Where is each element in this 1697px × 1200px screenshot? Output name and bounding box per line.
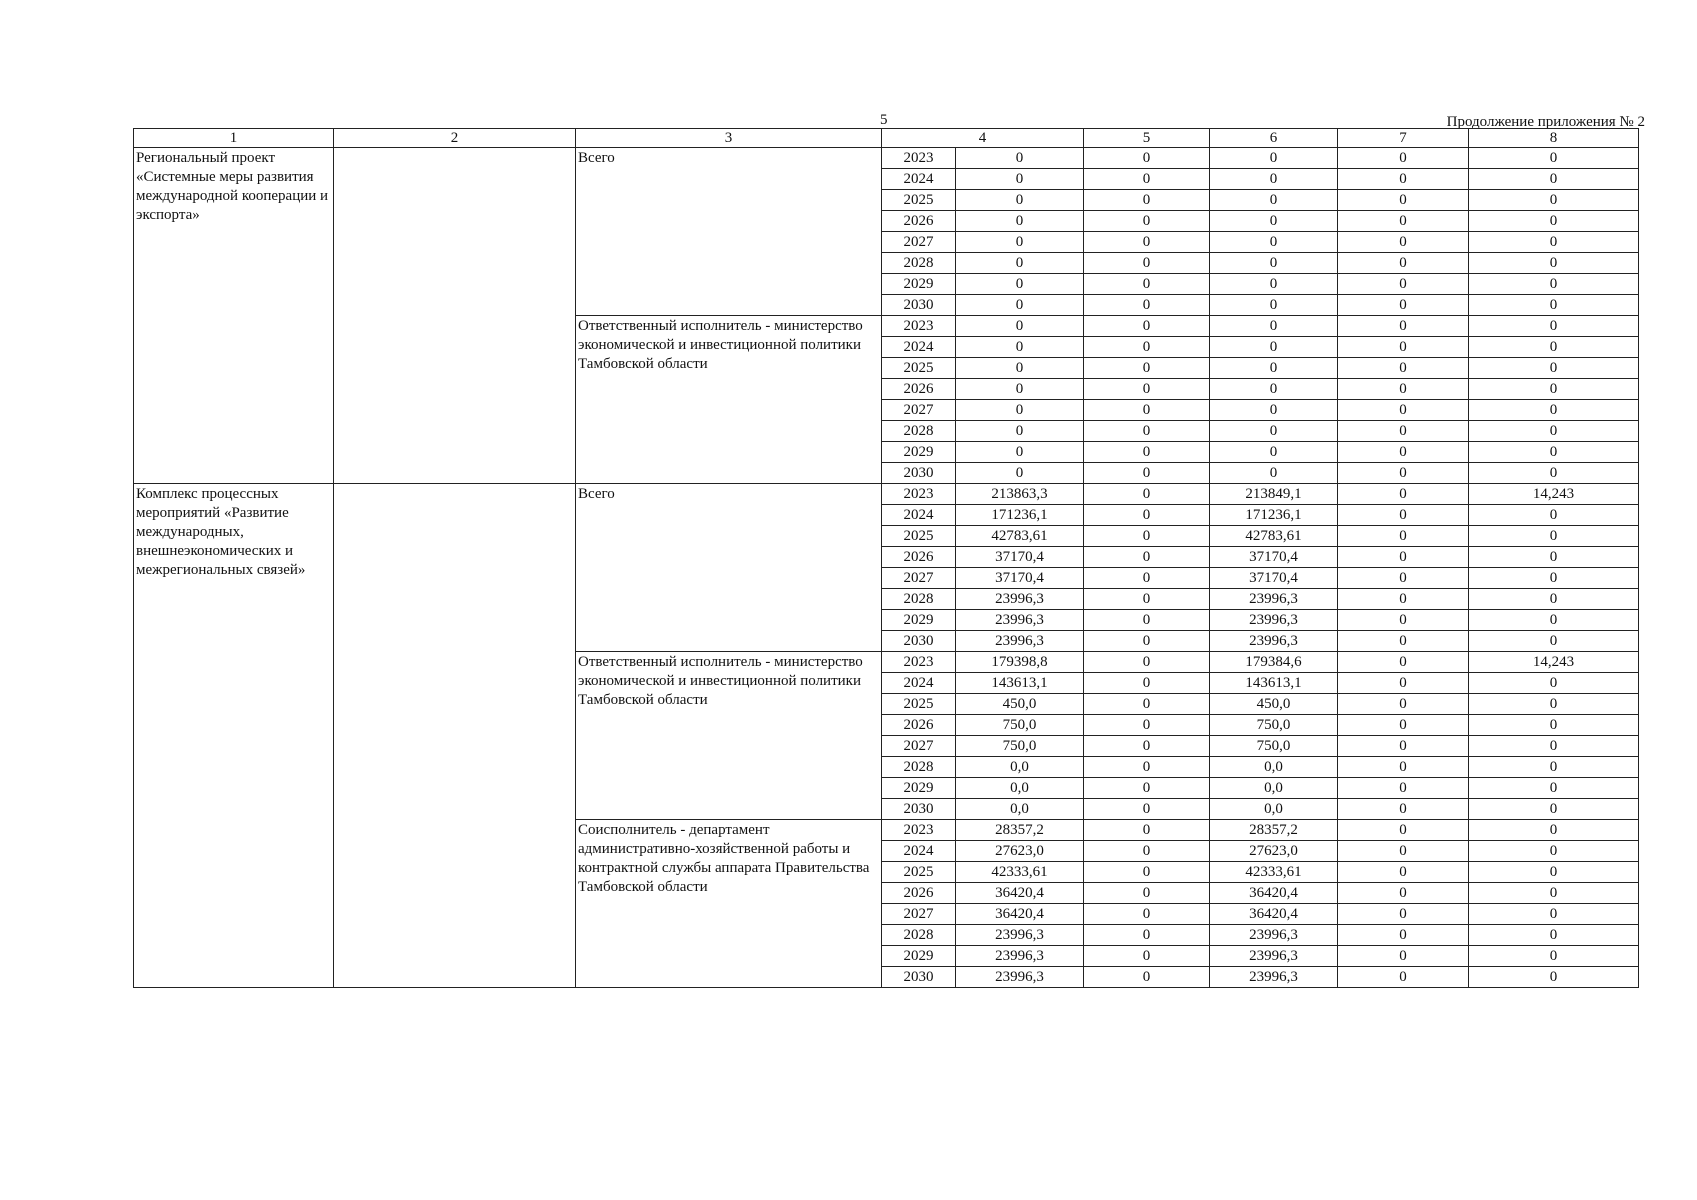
value-cell-col6: 23996,3 (1210, 946, 1338, 967)
value-cell-col7: 0 (1338, 295, 1469, 316)
value-cell-col7: 0 (1338, 757, 1469, 778)
header-row (134, 129, 1639, 148)
year-cell: 2030 (882, 295, 956, 316)
year-cell: 2025 (882, 862, 956, 883)
value-cell-col7: 0 (1338, 568, 1469, 589)
value-cell-col6: 750,0 (1210, 715, 1338, 736)
value-cell-col8: 0 (1469, 820, 1639, 841)
value-cell-col7: 0 (1338, 673, 1469, 694)
value-cell-col4: 0 (956, 148, 1084, 169)
value-cell-col7: 0 (1338, 736, 1469, 757)
year-cell: 2024 (882, 505, 956, 526)
value-cell-col6: 27623,0 (1210, 841, 1338, 862)
value-cell-col6: 0 (1210, 442, 1338, 463)
value-cell-col5: 0 (1084, 547, 1210, 568)
section-title: Региональный проект «Системные меры развития международной кооперации и экспорта» (134, 148, 334, 484)
value-cell-col5: 0 (1084, 400, 1210, 421)
value-cell-col5: 0 (1084, 883, 1210, 904)
value-cell-col8: 0 (1469, 148, 1639, 169)
value-cell-col5: 0 (1084, 211, 1210, 232)
value-cell-col6: 23996,3 (1210, 631, 1338, 652)
value-cell-col5: 0 (1084, 337, 1210, 358)
year-cell: 2024 (882, 673, 956, 694)
column-header-7: 7 (1338, 129, 1469, 148)
value-cell-col8: 0 (1469, 358, 1639, 379)
value-cell-col7: 0 (1338, 463, 1469, 484)
year-cell: 2029 (882, 610, 956, 631)
value-cell-col7: 0 (1338, 862, 1469, 883)
value-cell-col4: 0 (956, 400, 1084, 421)
value-cell-col7: 0 (1338, 820, 1469, 841)
value-cell-col7: 0 (1338, 694, 1469, 715)
value-cell-col8: 0 (1469, 442, 1639, 463)
value-cell-col6: 36420,4 (1210, 904, 1338, 925)
value-cell-col4: 0 (956, 274, 1084, 295)
value-cell-col7: 0 (1338, 946, 1469, 967)
value-cell-col8: 0 (1469, 589, 1639, 610)
value-cell-col8: 0 (1469, 925, 1639, 946)
value-cell-col7: 0 (1338, 211, 1469, 232)
value-cell-col8: 0 (1469, 757, 1639, 778)
year-cell: 2029 (882, 274, 956, 295)
value-cell-col8: 0 (1469, 505, 1639, 526)
value-cell-col6: 0 (1210, 232, 1338, 253)
group-label: Ответственный исполнитель - министерство экономической и инвестиционной политики Тамбовской области (576, 652, 882, 820)
value-cell-col6: 0 (1210, 400, 1338, 421)
year-cell: 2028 (882, 421, 956, 442)
value-cell-col5: 0 (1084, 148, 1210, 169)
value-cell-col4: 0 (956, 253, 1084, 274)
column-header-4: 4 (882, 129, 1084, 148)
value-cell-col4: 0 (956, 211, 1084, 232)
year-cell: 2023 (882, 484, 956, 505)
year-cell: 2027 (882, 568, 956, 589)
value-cell-col4: 179398,8 (956, 652, 1084, 673)
column-header-6: 6 (1210, 129, 1338, 148)
value-cell-col8: 0 (1469, 778, 1639, 799)
continuation-caption: Продолжение приложения № 2 (1446, 114, 1645, 130)
value-cell-col5: 0 (1084, 841, 1210, 862)
column-header-2: 2 (334, 129, 576, 148)
value-cell-col8: 0 (1469, 568, 1639, 589)
value-cell-col5: 0 (1084, 274, 1210, 295)
value-cell-col4: 0 (956, 337, 1084, 358)
value-cell-col5: 0 (1084, 379, 1210, 400)
year-cell: 2023 (882, 316, 956, 337)
value-cell-col6: 37170,4 (1210, 547, 1338, 568)
value-cell-col4: 23996,3 (956, 610, 1084, 631)
value-cell-col7: 0 (1338, 526, 1469, 547)
value-cell-col5: 0 (1084, 631, 1210, 652)
table-row (134, 148, 1639, 169)
value-cell-col6: 0,0 (1210, 799, 1338, 820)
year-cell: 2024 (882, 337, 956, 358)
value-cell-col6: 0,0 (1210, 778, 1338, 799)
value-cell-col4: 171236,1 (956, 505, 1084, 526)
value-cell-col8: 0 (1469, 190, 1639, 211)
value-cell-col4: 0 (956, 316, 1084, 337)
value-cell-col5: 0 (1084, 757, 1210, 778)
value-cell-col4: 0 (956, 421, 1084, 442)
value-cell-col4: 750,0 (956, 715, 1084, 736)
value-cell-col5: 0 (1084, 232, 1210, 253)
value-cell-col5: 0 (1084, 169, 1210, 190)
year-cell: 2030 (882, 631, 956, 652)
section-title: Комплекс процессных мероприятий «Развитие международных, внешнеэкономических и межрегиональных связей» (134, 484, 334, 988)
value-cell-col6: 179384,6 (1210, 652, 1338, 673)
year-cell: 2026 (882, 547, 956, 568)
value-cell-col8: 0 (1469, 316, 1639, 337)
value-cell-col6: 28357,2 (1210, 820, 1338, 841)
value-cell-col7: 0 (1338, 253, 1469, 274)
value-cell-col6: 0 (1210, 379, 1338, 400)
value-cell-col4: 0,0 (956, 799, 1084, 820)
value-cell-col5: 0 (1084, 610, 1210, 631)
value-cell-col5: 0 (1084, 316, 1210, 337)
value-cell-col8: 0 (1469, 904, 1639, 925)
group-label: Соисполнитель - департамент административно-хозяйственной работы и контрактной службы аппарата Правительства Тамбовской области (576, 820, 882, 988)
value-cell-col4: 42783,61 (956, 526, 1084, 547)
value-cell-col4: 0 (956, 379, 1084, 400)
value-cell-col5: 0 (1084, 358, 1210, 379)
value-cell-col6: 171236,1 (1210, 505, 1338, 526)
value-cell-col6: 23996,3 (1210, 925, 1338, 946)
value-cell-col8: 0 (1469, 862, 1639, 883)
value-cell-col5: 0 (1084, 904, 1210, 925)
value-cell-col6: 42333,61 (1210, 862, 1338, 883)
year-cell: 2027 (882, 232, 956, 253)
value-cell-col8: 0 (1469, 883, 1639, 904)
value-cell-col6: 213849,1 (1210, 484, 1338, 505)
value-cell-col8: 0 (1469, 736, 1639, 757)
value-cell-col5: 0 (1084, 715, 1210, 736)
value-cell-col4: 0 (956, 358, 1084, 379)
value-cell-col7: 0 (1338, 190, 1469, 211)
year-cell: 2023 (882, 820, 956, 841)
value-cell-col4: 28357,2 (956, 820, 1084, 841)
value-cell-col4: 23996,3 (956, 925, 1084, 946)
value-cell-col5: 0 (1084, 190, 1210, 211)
year-cell: 2024 (882, 169, 956, 190)
value-cell-col4: 37170,4 (956, 568, 1084, 589)
value-cell-col7: 0 (1338, 421, 1469, 442)
value-cell-col4: 143613,1 (956, 673, 1084, 694)
value-cell-col6: 0 (1210, 148, 1338, 169)
value-cell-col7: 0 (1338, 442, 1469, 463)
value-cell-col7: 0 (1338, 379, 1469, 400)
group-label: Всего (576, 148, 882, 316)
year-cell: 2025 (882, 694, 956, 715)
value-cell-col7: 0 (1338, 967, 1469, 988)
value-cell-col6: 0 (1210, 295, 1338, 316)
year-cell: 2026 (882, 379, 956, 400)
value-cell-col4: 23996,3 (956, 589, 1084, 610)
value-cell-col8: 0 (1469, 169, 1639, 190)
value-cell-col5: 0 (1084, 799, 1210, 820)
column-header-3: 3 (576, 129, 882, 148)
value-cell-col4: 213863,3 (956, 484, 1084, 505)
value-cell-col7: 0 (1338, 169, 1469, 190)
value-cell-col7: 0 (1338, 883, 1469, 904)
value-cell-col8: 0 (1469, 421, 1639, 442)
value-cell-col7: 0 (1338, 778, 1469, 799)
value-cell-col8: 0 (1469, 631, 1639, 652)
value-cell-col8: 14,243 (1469, 484, 1639, 505)
table-row (134, 484, 1639, 505)
year-cell: 2023 (882, 148, 956, 169)
value-cell-col7: 0 (1338, 358, 1469, 379)
year-cell: 2029 (882, 442, 956, 463)
year-cell: 2030 (882, 967, 956, 988)
value-cell-col6: 37170,4 (1210, 568, 1338, 589)
value-cell-col4: 27623,0 (956, 841, 1084, 862)
value-cell-col4: 23996,3 (956, 967, 1084, 988)
value-cell-col6: 0 (1210, 190, 1338, 211)
year-cell: 2026 (882, 715, 956, 736)
value-cell-col5: 0 (1084, 463, 1210, 484)
value-cell-col8: 0 (1469, 211, 1639, 232)
value-cell-col5: 0 (1084, 484, 1210, 505)
value-cell-col8: 0 (1469, 799, 1639, 820)
value-cell-col6: 0 (1210, 358, 1338, 379)
value-cell-col7: 0 (1338, 232, 1469, 253)
value-cell-col7: 0 (1338, 589, 1469, 610)
year-cell: 2028 (882, 253, 956, 274)
value-cell-col6: 0 (1210, 169, 1338, 190)
value-cell-col8: 0 (1469, 841, 1639, 862)
value-cell-col4: 36420,4 (956, 883, 1084, 904)
column-header-1: 1 (134, 129, 334, 148)
value-cell-col4: 0 (956, 442, 1084, 463)
year-cell: 2030 (882, 463, 956, 484)
value-cell-col5: 0 (1084, 778, 1210, 799)
value-cell-col6: 0 (1210, 421, 1338, 442)
value-cell-col6: 0,0 (1210, 757, 1338, 778)
year-cell: 2026 (882, 883, 956, 904)
value-cell-col7: 0 (1338, 841, 1469, 862)
value-cell-col6: 0 (1210, 463, 1338, 484)
value-cell-col5: 0 (1084, 736, 1210, 757)
value-cell-col6: 0 (1210, 253, 1338, 274)
page-number: 5 (880, 112, 888, 128)
value-cell-col4: 0 (956, 169, 1084, 190)
value-cell-col7: 0 (1338, 610, 1469, 631)
value-cell-col8: 0 (1469, 253, 1639, 274)
year-cell: 2028 (882, 589, 956, 610)
value-cell-col4: 0,0 (956, 778, 1084, 799)
value-cell-col5: 0 (1084, 925, 1210, 946)
value-cell-col5: 0 (1084, 673, 1210, 694)
value-cell-col6: 23996,3 (1210, 589, 1338, 610)
year-cell: 2027 (882, 736, 956, 757)
year-cell: 2028 (882, 925, 956, 946)
year-cell: 2029 (882, 778, 956, 799)
value-cell-col5: 0 (1084, 694, 1210, 715)
value-cell-col8: 0 (1469, 547, 1639, 568)
value-cell-col7: 0 (1338, 925, 1469, 946)
value-cell-col8: 0 (1469, 610, 1639, 631)
funding-table (133, 128, 1639, 988)
value-cell-col7: 0 (1338, 904, 1469, 925)
value-cell-col5: 0 (1084, 442, 1210, 463)
value-cell-col8: 0 (1469, 337, 1639, 358)
value-cell-col6: 0 (1210, 316, 1338, 337)
value-cell-col6: 23996,3 (1210, 967, 1338, 988)
year-cell: 2025 (882, 190, 956, 211)
column-header-8: 8 (1469, 129, 1639, 148)
value-cell-col8: 0 (1469, 274, 1639, 295)
value-cell-col5: 0 (1084, 946, 1210, 967)
value-cell-col7: 0 (1338, 799, 1469, 820)
value-cell-col7: 0 (1338, 631, 1469, 652)
section-col2 (334, 148, 576, 484)
section-col2 (334, 484, 576, 988)
value-cell-col7: 0 (1338, 148, 1469, 169)
value-cell-col4: 23996,3 (956, 946, 1084, 967)
value-cell-col4: 37170,4 (956, 547, 1084, 568)
value-cell-col6: 750,0 (1210, 736, 1338, 757)
value-cell-col5: 0 (1084, 862, 1210, 883)
year-cell: 2025 (882, 358, 956, 379)
year-cell: 2025 (882, 526, 956, 547)
value-cell-col4: 23996,3 (956, 631, 1084, 652)
value-cell-col5: 0 (1084, 421, 1210, 442)
year-cell: 2026 (882, 211, 956, 232)
group-label: Всего (576, 484, 882, 652)
value-cell-col7: 0 (1338, 715, 1469, 736)
value-cell-col4: 42333,61 (956, 862, 1084, 883)
value-cell-col8: 0 (1469, 694, 1639, 715)
column-header-5: 5 (1084, 129, 1210, 148)
value-cell-col6: 42783,61 (1210, 526, 1338, 547)
value-cell-col6: 0 (1210, 337, 1338, 358)
value-cell-col6: 0 (1210, 211, 1338, 232)
value-cell-col7: 0 (1338, 484, 1469, 505)
value-cell-col6: 143613,1 (1210, 673, 1338, 694)
value-cell-col8: 14,243 (1469, 652, 1639, 673)
value-cell-col4: 36420,4 (956, 904, 1084, 925)
value-cell-col5: 0 (1084, 967, 1210, 988)
group-label: Ответственный исполнитель - министерство экономической и инвестиционной политики Тамбовской области (576, 316, 882, 484)
value-cell-col6: 36420,4 (1210, 883, 1338, 904)
value-cell-col8: 0 (1469, 400, 1639, 421)
value-cell-col6: 23996,3 (1210, 610, 1338, 631)
value-cell-col4: 0 (956, 295, 1084, 316)
value-cell-col4: 0 (956, 232, 1084, 253)
value-cell-col8: 0 (1469, 967, 1639, 988)
value-cell-col5: 0 (1084, 253, 1210, 274)
value-cell-col8: 0 (1469, 946, 1639, 967)
value-cell-col7: 0 (1338, 337, 1469, 358)
year-cell: 2028 (882, 757, 956, 778)
value-cell-col5: 0 (1084, 589, 1210, 610)
value-cell-col8: 0 (1469, 295, 1639, 316)
value-cell-col4: 450,0 (956, 694, 1084, 715)
value-cell-col5: 0 (1084, 295, 1210, 316)
value-cell-col8: 0 (1469, 715, 1639, 736)
value-cell-col7: 0 (1338, 547, 1469, 568)
value-cell-col8: 0 (1469, 463, 1639, 484)
year-cell: 2027 (882, 904, 956, 925)
value-cell-col4: 0 (956, 463, 1084, 484)
value-cell-col8: 0 (1469, 379, 1639, 400)
value-cell-col8: 0 (1469, 526, 1639, 547)
year-cell: 2030 (882, 799, 956, 820)
value-cell-col8: 0 (1469, 673, 1639, 694)
year-cell: 2024 (882, 841, 956, 862)
value-cell-col4: 0,0 (956, 757, 1084, 778)
value-cell-col4: 0 (956, 190, 1084, 211)
year-cell: 2023 (882, 652, 956, 673)
year-cell: 2027 (882, 400, 956, 421)
value-cell-col6: 450,0 (1210, 694, 1338, 715)
value-cell-col5: 0 (1084, 820, 1210, 841)
year-cell: 2029 (882, 946, 956, 967)
value-cell-col4: 750,0 (956, 736, 1084, 757)
value-cell-col7: 0 (1338, 505, 1469, 526)
value-cell-col5: 0 (1084, 526, 1210, 547)
value-cell-col5: 0 (1084, 652, 1210, 673)
value-cell-col5: 0 (1084, 505, 1210, 526)
value-cell-col5: 0 (1084, 568, 1210, 589)
value-cell-col8: 0 (1469, 232, 1639, 253)
value-cell-col6: 0 (1210, 274, 1338, 295)
value-cell-col7: 0 (1338, 316, 1469, 337)
value-cell-col7: 0 (1338, 274, 1469, 295)
value-cell-col7: 0 (1338, 652, 1469, 673)
value-cell-col7: 0 (1338, 400, 1469, 421)
